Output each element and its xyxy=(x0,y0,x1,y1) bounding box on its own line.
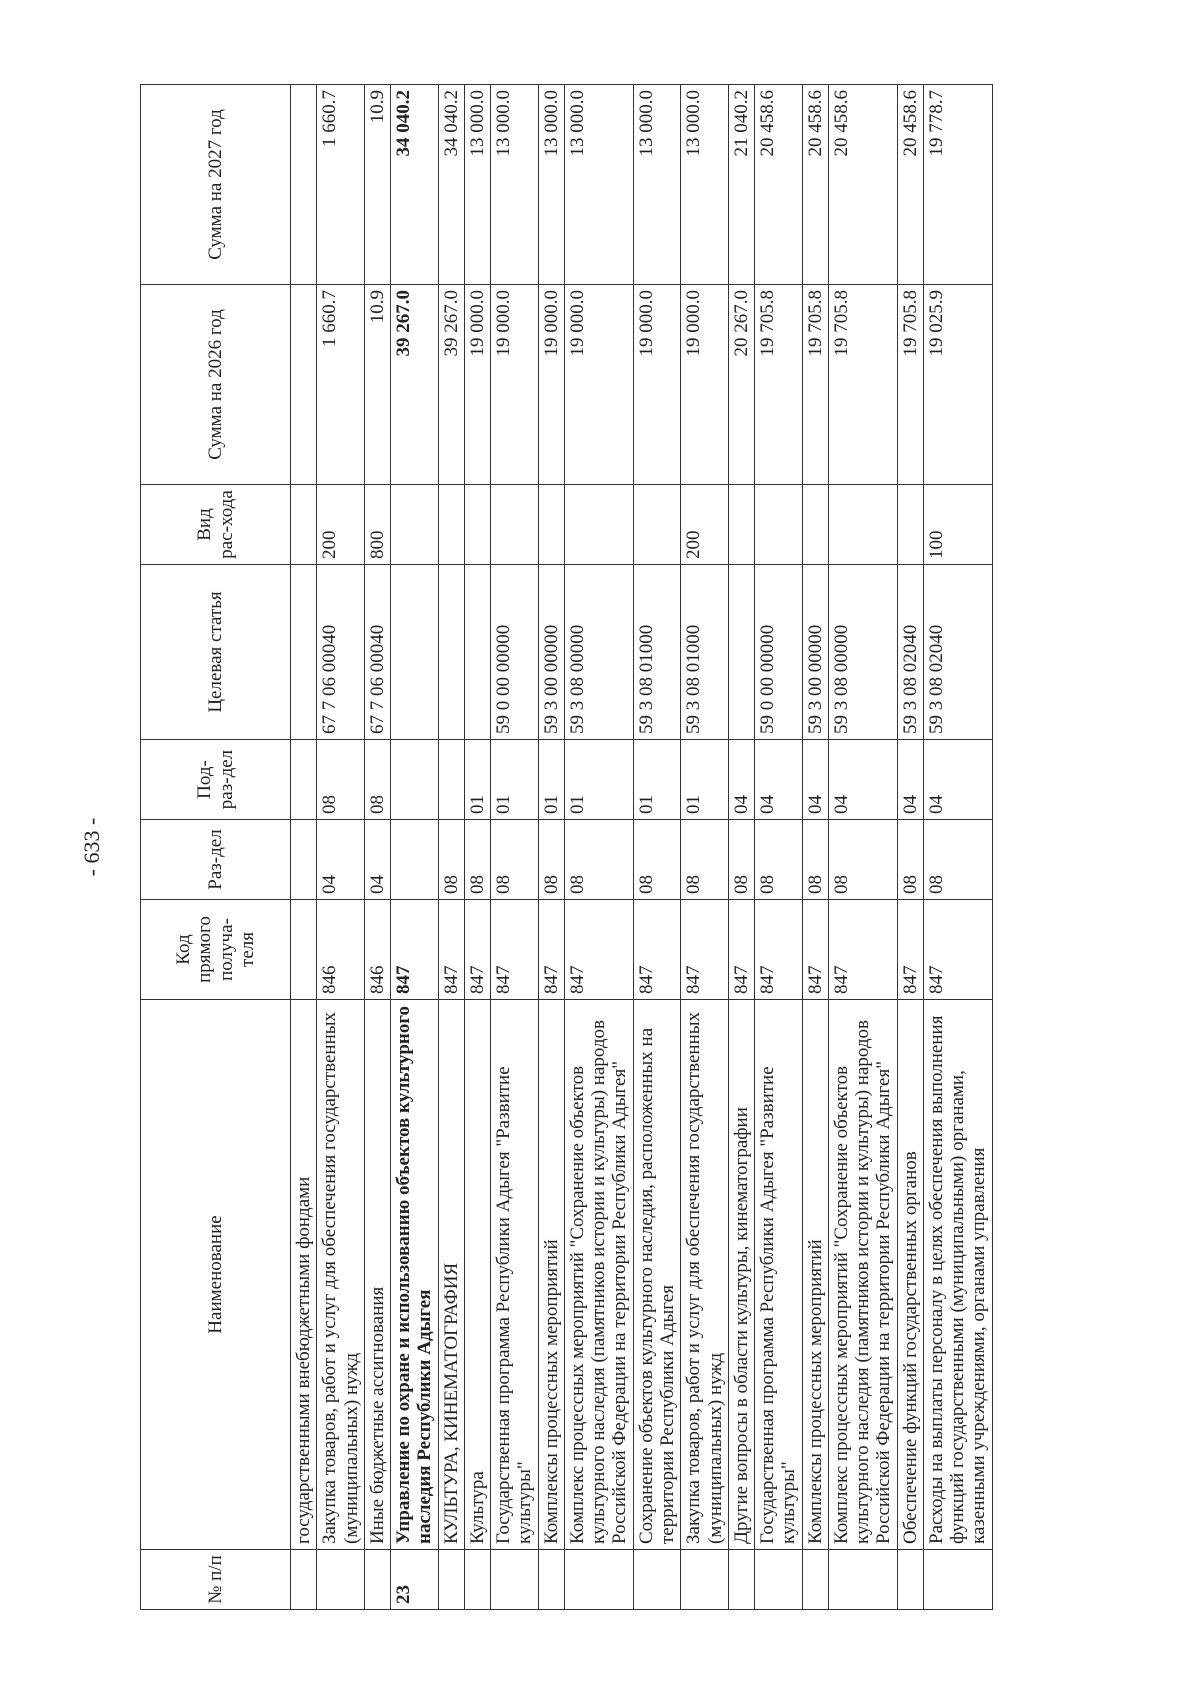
cell-sum-2026: 19 000.0 xyxy=(464,285,490,485)
cell-expense-type xyxy=(802,485,828,565)
cell-section: 08 xyxy=(538,820,564,900)
table-row xyxy=(728,85,754,1610)
header-sum-2026: Сумма на 2026 год xyxy=(141,285,291,485)
table-header-row xyxy=(141,85,291,1610)
table-row xyxy=(364,85,390,1610)
header-subsection: Под-раз-дел xyxy=(141,740,291,820)
cell-subsection: 01 xyxy=(538,740,564,820)
table-row xyxy=(317,85,365,1610)
cell-section: 08 xyxy=(755,820,803,900)
table-row xyxy=(391,85,439,1610)
cell-recipient-code: 847 xyxy=(438,900,464,1000)
cell-subsection xyxy=(291,740,317,820)
cell-subsection: 04 xyxy=(755,740,803,820)
cell-name: Сохранение объектов культурного наследия, расположенных на территории Республики Адыгея xyxy=(633,1000,681,1550)
cell-name: Расходы на выплаты персоналу в целях обеспечения выполнения функций государственными (муниципальными) органами, казенными учреждениями, органами управления xyxy=(923,1000,992,1550)
cell-section: 04 xyxy=(317,820,365,900)
cell-name: Обеспечение функций государственных органов xyxy=(897,1000,923,1550)
cell-section: 08 xyxy=(828,820,897,900)
cell-recipient-code: 847 xyxy=(897,900,923,1000)
table-row xyxy=(802,85,828,1610)
cell-target-article xyxy=(464,565,490,740)
table-row xyxy=(291,85,317,1610)
cell-num xyxy=(728,1550,754,1610)
cell-target-article: 59 3 00 00000 xyxy=(538,565,564,740)
cell-num xyxy=(633,1550,681,1610)
cell-target-article: 67 7 06 00040 xyxy=(364,565,390,740)
cell-sum-2027: 13 000.0 xyxy=(538,85,564,285)
cell-recipient-code: 847 xyxy=(923,900,992,1000)
table-row xyxy=(633,85,681,1610)
cell-subsection: 01 xyxy=(633,740,681,820)
header-sum-2027: Сумма на 2027 год xyxy=(141,85,291,285)
page-number: - 633 - xyxy=(79,817,104,877)
cell-subsection xyxy=(391,740,439,820)
header-target-article: Целевая статья xyxy=(141,565,291,740)
table-row xyxy=(538,85,564,1610)
cell-sum-2027: 19 778.7 xyxy=(923,85,992,285)
cell-expense-type xyxy=(464,485,490,565)
table-row xyxy=(438,85,464,1610)
cell-recipient-code: 847 xyxy=(491,900,539,1000)
cell-sum-2027: 1 660.7 xyxy=(317,85,365,285)
cell-section: 08 xyxy=(728,820,754,900)
cell-sum-2027: 13 000.0 xyxy=(491,85,539,285)
table-row xyxy=(897,85,923,1610)
cell-target-article xyxy=(438,565,464,740)
cell-recipient-code: 847 xyxy=(728,900,754,1000)
cell-num xyxy=(538,1550,564,1610)
cell-sum-2027: 13 000.0 xyxy=(564,85,633,285)
cell-num xyxy=(681,1550,729,1610)
table-row xyxy=(491,85,539,1610)
cell-name: Государственная программа Республики Адыгея "Развитие культуры" xyxy=(491,1000,539,1550)
cell-num: 23 xyxy=(391,1550,439,1610)
cell-expense-type xyxy=(633,485,681,565)
cell-expense-type xyxy=(391,485,439,565)
cell-name: Комплексы процессных мероприятий xyxy=(538,1000,564,1550)
cell-sum-2026: 19 705.8 xyxy=(755,285,803,485)
cell-sum-2026: 19 000.0 xyxy=(564,285,633,485)
cell-expense-type xyxy=(897,485,923,565)
cell-subsection: 04 xyxy=(923,740,992,820)
cell-sum-2027: 10.9 xyxy=(364,85,390,285)
cell-section: 08 xyxy=(923,820,992,900)
cell-section xyxy=(391,820,439,900)
cell-expense-type xyxy=(291,485,317,565)
cell-sum-2026: 10.9 xyxy=(364,285,390,485)
cell-sum-2026: 19 705.8 xyxy=(828,285,897,485)
cell-section: 08 xyxy=(897,820,923,900)
cell-target-article: 59 3 08 01000 xyxy=(681,565,729,740)
cell-target-article xyxy=(291,565,317,740)
cell-section: 08 xyxy=(633,820,681,900)
cell-sum-2027: 20 458.6 xyxy=(897,85,923,285)
cell-target-article: 59 3 08 00000 xyxy=(564,565,633,740)
cell-num xyxy=(897,1550,923,1610)
cell-subsection: 04 xyxy=(897,740,923,820)
cell-num xyxy=(317,1550,365,1610)
table-row xyxy=(681,85,729,1610)
cell-sum-2027: 13 000.0 xyxy=(633,85,681,285)
cell-sum-2026: 19 025.9 xyxy=(923,285,992,485)
cell-name: Иные бюджетные ассигнования xyxy=(364,1000,390,1550)
cell-recipient-code: 847 xyxy=(681,900,729,1000)
cell-recipient-code: 846 xyxy=(364,900,390,1000)
cell-name: Управление по охране и использованию объектов культурного наследия Республики Адыгея xyxy=(391,1000,439,1550)
cell-section: 08 xyxy=(802,820,828,900)
cell-target-article xyxy=(728,565,754,740)
cell-name: Комплекс процессных мероприятий "Сохранение объектов культурного наследия (памятников истории и культуры) народов Российской Федерации на территории Республики Адыгея" xyxy=(828,1000,897,1550)
header-section: Раз-дел xyxy=(141,820,291,900)
cell-target-article: 59 3 08 00000 xyxy=(828,565,897,740)
cell-section: 08 xyxy=(681,820,729,900)
cell-subsection xyxy=(438,740,464,820)
cell-sum-2027: 34 040.2 xyxy=(391,85,439,285)
table-row xyxy=(564,85,633,1610)
table-row xyxy=(755,85,803,1610)
cell-subsection: 01 xyxy=(464,740,490,820)
cell-section: 08 xyxy=(438,820,464,900)
cell-recipient-code: 847 xyxy=(755,900,803,1000)
cell-subsection: 01 xyxy=(681,740,729,820)
cell-name: Комплекс процессных мероприятий "Сохранение объектов культурного наследия (памятников истории и культуры) народов Российской Федерации на территории Республики Адыгея" xyxy=(564,1000,633,1550)
cell-target-article: 59 3 08 02040 xyxy=(923,565,992,740)
cell-recipient-code: 847 xyxy=(391,900,439,1000)
cell-num xyxy=(802,1550,828,1610)
rotated-page xyxy=(140,85,1070,1610)
cell-sum-2027: 34 040.2 xyxy=(438,85,464,285)
cell-sum-2026: 20 267.0 xyxy=(728,285,754,485)
cell-sum-2026 xyxy=(291,285,317,485)
cell-num xyxy=(828,1550,897,1610)
cell-name: Государственная программа Республики Адыгея "Развитие культуры" xyxy=(755,1000,803,1550)
cell-section xyxy=(291,820,317,900)
cell-sum-2027: 13 000.0 xyxy=(464,85,490,285)
cell-expense-type: 200 xyxy=(681,485,729,565)
cell-name: государственными внебюджетными фондами xyxy=(291,1000,317,1550)
cell-section: 08 xyxy=(491,820,539,900)
cell-section: 08 xyxy=(564,820,633,900)
cell-sum-2026: 19 000.0 xyxy=(681,285,729,485)
cell-recipient-code: 847 xyxy=(802,900,828,1000)
header-num: № п/п xyxy=(141,1550,291,1610)
cell-sum-2026: 19 000.0 xyxy=(538,285,564,485)
cell-target-article: 59 0 00 00000 xyxy=(491,565,539,740)
cell-num xyxy=(291,1550,317,1610)
cell-subsection: 01 xyxy=(564,740,633,820)
cell-target-article: 67 7 06 00040 xyxy=(317,565,365,740)
cell-name: Закупка товаров, работ и услуг для обеспечения государственных (муниципальных) нужд xyxy=(317,1000,365,1550)
cell-sum-2027: 20 458.6 xyxy=(828,85,897,285)
cell-recipient-code: 847 xyxy=(538,900,564,1000)
cell-recipient-code: 847 xyxy=(564,900,633,1000)
cell-subsection: 08 xyxy=(317,740,365,820)
cell-sum-2026: 19 000.0 xyxy=(633,285,681,485)
cell-expense-type xyxy=(728,485,754,565)
header-name: Наименование xyxy=(141,1000,291,1550)
cell-sum-2027: 20 458.6 xyxy=(755,85,803,285)
cell-name: КУЛЬТУРА, КИНЕМАТОГРАФИЯ xyxy=(438,1000,464,1550)
cell-target-article: 59 3 00 00000 xyxy=(802,565,828,740)
cell-expense-type xyxy=(491,485,539,565)
cell-num xyxy=(755,1550,803,1610)
cell-name: Другие вопросы в области культуры, кинематографии xyxy=(728,1000,754,1550)
cell-num xyxy=(464,1550,490,1610)
cell-num xyxy=(364,1550,390,1610)
cell-sum-2027: 21 040.2 xyxy=(728,85,754,285)
cell-expense-type: 800 xyxy=(364,485,390,565)
cell-sum-2026: 39 267.0 xyxy=(391,285,439,485)
cell-recipient-code: 847 xyxy=(828,900,897,1000)
cell-sum-2027: 13 000.0 xyxy=(681,85,729,285)
cell-expense-type xyxy=(538,485,564,565)
cell-name: Комплексы процессных мероприятий xyxy=(802,1000,828,1550)
table-body xyxy=(291,85,993,1610)
cell-num xyxy=(491,1550,539,1610)
cell-name: Культура xyxy=(464,1000,490,1550)
cell-expense-type: 200 xyxy=(317,485,365,565)
cell-sum-2027: 20 458.6 xyxy=(802,85,828,285)
header-expense-type: Вид рас-хода xyxy=(141,485,291,565)
header-recipient-code: Код прямого получа-теля xyxy=(141,900,291,1000)
cell-sum-2027 xyxy=(291,85,317,285)
cell-expense-type xyxy=(755,485,803,565)
cell-subsection: 04 xyxy=(828,740,897,820)
table-row xyxy=(923,85,992,1610)
cell-subsection: 04 xyxy=(802,740,828,820)
cell-sum-2026: 1 660.7 xyxy=(317,285,365,485)
cell-sum-2026: 39 267.0 xyxy=(438,285,464,485)
cell-recipient-code: 847 xyxy=(633,900,681,1000)
cell-target-article: 59 0 00 00000 xyxy=(755,565,803,740)
budget-table xyxy=(140,84,993,1610)
table-row xyxy=(464,85,490,1610)
cell-expense-type: 100 xyxy=(923,485,992,565)
cell-target-article: 59 3 08 01000 xyxy=(633,565,681,740)
cell-num xyxy=(923,1550,992,1610)
cell-num xyxy=(438,1550,464,1610)
cell-section: 08 xyxy=(464,820,490,900)
cell-section: 04 xyxy=(364,820,390,900)
cell-subsection: 01 xyxy=(491,740,539,820)
cell-sum-2026: 19 705.8 xyxy=(897,285,923,485)
cell-expense-type xyxy=(828,485,897,565)
cell-sum-2026: 19 705.8 xyxy=(802,285,828,485)
table-row xyxy=(828,85,897,1610)
cell-recipient-code: 846 xyxy=(317,900,365,1000)
cell-subsection: 04 xyxy=(728,740,754,820)
cell-num xyxy=(564,1550,633,1610)
cell-subsection: 08 xyxy=(364,740,390,820)
cell-target-article: 59 3 08 02040 xyxy=(897,565,923,740)
cell-expense-type xyxy=(438,485,464,565)
cell-sum-2026: 19 000.0 xyxy=(491,285,539,485)
cell-expense-type xyxy=(564,485,633,565)
cell-name: Закупка товаров, работ и услуг для обеспечения государственных (муниципальных) нужд xyxy=(681,1000,729,1550)
cell-recipient-code xyxy=(291,900,317,1000)
cell-target-article xyxy=(391,565,439,740)
cell-recipient-code: 847 xyxy=(464,900,490,1000)
